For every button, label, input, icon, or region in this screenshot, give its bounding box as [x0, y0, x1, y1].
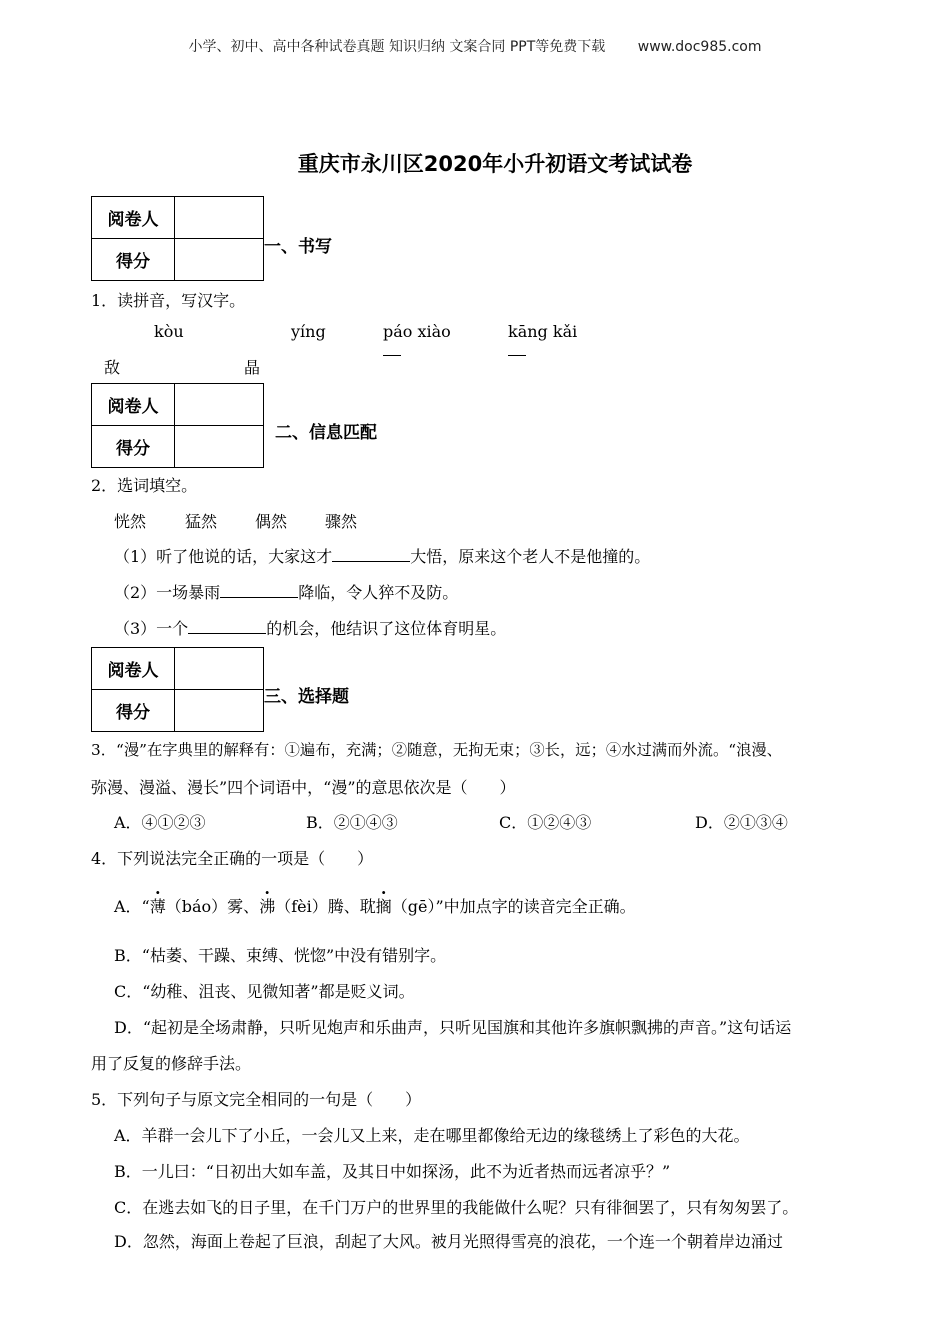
section-title-1: 一、书写: [264, 237, 332, 257]
q4-option-c[interactable]: C．“幼稚、沮丧、见微知著”都是贬义词。: [114, 982, 415, 1001]
score-label: 得分: [92, 239, 175, 281]
q3-line-1: 3．“漫”在字典里的解释有：①遍布，充满；②随意，无拘无束；③长，远；④水过满而外流。“浪漫、: [91, 741, 782, 759]
q2-stem: 2．选词填空。: [91, 476, 198, 495]
q4-option-b[interactable]: B．“枯萎、干躁、束缚、恍惚”中没有错别字。: [114, 946, 447, 965]
score-cell[interactable]: [175, 426, 264, 468]
q2-blank-1[interactable]: [332, 547, 410, 562]
q2-blank-3[interactable]: [188, 619, 266, 634]
page-header: [0, 36, 950, 56]
q2-item-3-before: （3）一个: [114, 619, 189, 638]
q1-char-2: 晶: [244, 358, 261, 377]
q2-item-2: [114, 580, 458, 603]
q4-a-pinyin-3: （gē）”中加点字的读音完全正确。: [391, 897, 636, 916]
reviewer-label: 阅卷人: [92, 384, 175, 426]
q5-stem: 5．下列句子与原文完全相同的一句是（ ）: [91, 1090, 422, 1109]
q2-word-4: 骤然: [325, 512, 358, 531]
q2-blank-2[interactable]: [220, 583, 298, 598]
q2-item-3-after: 的机会，他结识了这位体育明星。: [266, 619, 507, 638]
score-cell[interactable]: [175, 690, 264, 732]
q2-item-2-before: （2）一场暴雨: [114, 583, 221, 602]
q2-item-1-after: 大悟，原来这个老人不是他撞的。: [410, 547, 651, 566]
section-title-3: 三、选择题: [264, 687, 349, 707]
q2-word-2: 猛然: [185, 512, 218, 531]
reviewer-cell[interactable]: [175, 648, 264, 690]
reviewer-label: 阅卷人: [92, 648, 175, 690]
q3-option-c[interactable]: C．①②④③: [499, 813, 592, 832]
q4-option-a[interactable]: [114, 894, 636, 917]
q1-answer-blank-3[interactable]: [383, 355, 401, 356]
reviewer-label: 阅卷人: [92, 197, 175, 239]
q4-a-pinyin-1: （báo）雾、: [165, 897, 260, 916]
reviewer-cell[interactable]: [175, 384, 264, 426]
score-box-1: [91, 196, 264, 281]
header-text: 小学、初中、高中各种试卷真题 知识归纳 文案合同 PPT等免费下载: [188, 39, 606, 55]
q3-option-d[interactable]: D．②①③④: [695, 813, 788, 832]
q4-option-d-line-1[interactable]: D．“起初是全场肃静，只听见炮声和乐曲声，只听见国旗和其他许多旗帜飘拂的声音。”这句话运: [114, 1018, 792, 1037]
score-label: 得分: [92, 690, 175, 732]
q5-option-b[interactable]: B．一儿曰：“日初出大如车盖，及其日中如探汤，此不为近者热而远者凉乎？”: [114, 1162, 671, 1181]
q3-option-b[interactable]: B．②①④③: [306, 813, 398, 832]
q1-pinyin-2: yíng: [291, 322, 326, 341]
q4-stem: 4．下列说法完全正确的一项是（ ）: [91, 849, 374, 868]
header-site: www.doc985.com: [637, 39, 762, 55]
q3-option-a[interactable]: A．④①②③: [114, 813, 206, 832]
q5-option-d[interactable]: D．忽然，海面上卷起了巨浪，刮起了大风。被月光照得雪亮的浪花，一个连一个朝着岸边涌过: [114, 1232, 783, 1251]
page-title: 重庆市永川区2020年小升初语文考试试卷: [297, 152, 693, 176]
score-box-3: [91, 647, 264, 732]
q4-a-char-3: 搁: [375, 897, 392, 916]
section-title-2: 二、信息匹配: [275, 423, 377, 443]
q2-item-1: [114, 544, 650, 567]
q2-item-2-after: 降临，令人猝不及防。: [298, 583, 459, 602]
q5-option-a[interactable]: A．羊群一会儿下了小丘，一会儿又上来，走在哪里都像给无边的缘毯绣上了彩色的大花。: [114, 1126, 750, 1145]
q3-line-2: 弥漫、漫溢、漫长”四个词语中，“漫”的意思依次是（ ）: [91, 778, 516, 797]
q4-option-d-line-2: 用了反复的修辞手法。: [91, 1054, 252, 1073]
q4-a-char-1: 薄: [149, 897, 166, 916]
q4-a-char-2: 沸: [259, 897, 276, 916]
q4-a-pinyin-2: （fèi）腾、耽: [275, 897, 376, 916]
q1-pinyin-1: kòu: [154, 322, 184, 341]
reviewer-cell[interactable]: [175, 197, 264, 239]
score-label: 得分: [92, 426, 175, 468]
q4-a-pre: A．“: [114, 897, 150, 916]
q2-word-3: 偶然: [255, 512, 288, 531]
q1-char-1: 敌: [104, 358, 121, 377]
q5-option-c[interactable]: C．在逃去如飞的日子里，在千门万户的世界里的我能做什么呢？只有徘徊罢了，只有匆匆罢了。: [114, 1198, 799, 1217]
q2-item-1-before: （1）听了他说的话，大家这才: [114, 547, 333, 566]
score-box-2: [91, 383, 264, 468]
score-cell[interactable]: [175, 239, 264, 281]
q2-word-1: 恍然: [114, 512, 147, 531]
q1-pinyin-3: páo xiào: [383, 322, 451, 341]
q2-item-3: [114, 616, 506, 639]
q1-answer-blank-4[interactable]: [508, 355, 526, 356]
q1-stem: 1．读拼音，写汉字。: [91, 291, 246, 310]
q1-pinyin-4: kāng kǎi: [508, 322, 578, 341]
